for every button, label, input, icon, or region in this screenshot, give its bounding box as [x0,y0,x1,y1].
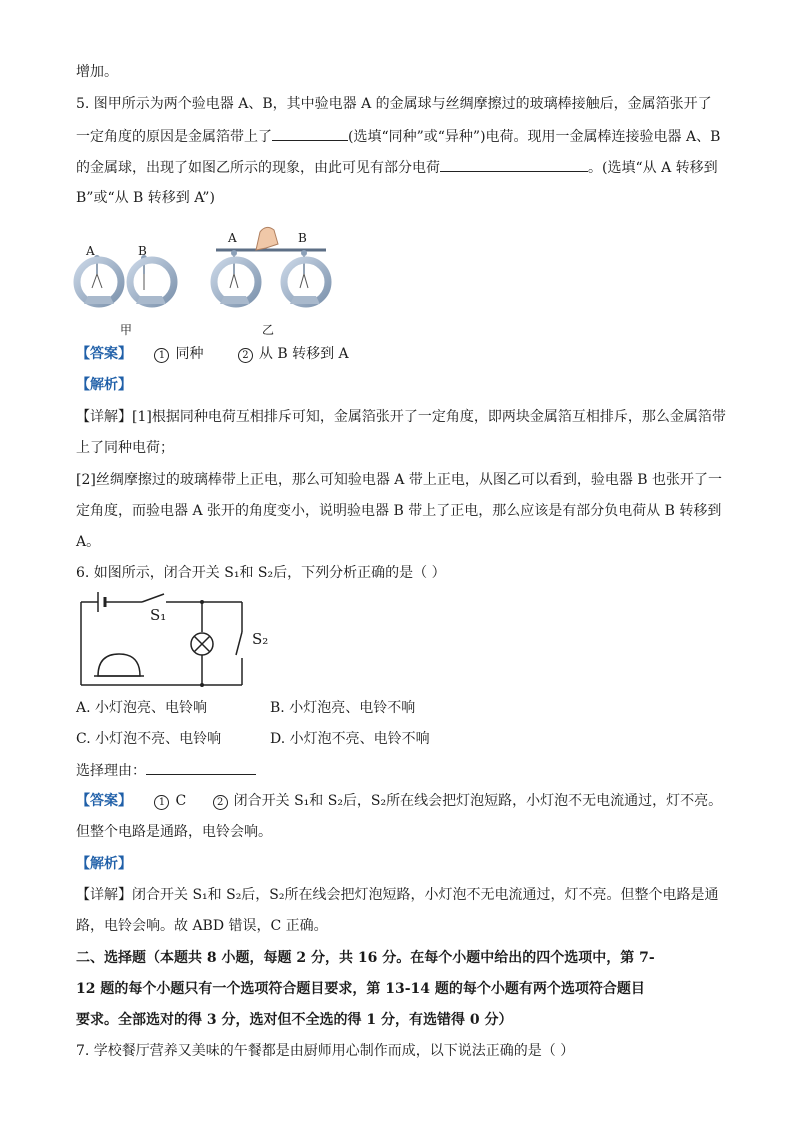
label-b-right: B [298,231,307,245]
question-5-stem: 5. 图甲所示为两个验电器 A、B，其中验电器 A 的金属球与丝绸摩擦过的玻璃棒接触后，金属箔张开了 [76,96,712,112]
figure-caption-jia: 甲 [120,323,133,337]
option-a[interactable]: A. 小灯泡亮、电铃响 [76,700,208,716]
analysis-tag: 【解析】 [76,377,132,393]
answer-continuation: 但整个电路是通路，电铃会响。 [76,824,272,840]
reason-label: 选择理由： [76,763,146,779]
answer-2: 从 B 转移到 A [258,346,349,362]
circled-number-2: 2 [238,348,253,363]
text-segment: 。(选填“从 A 转移到 [588,160,718,176]
detail-line: 上了同种电荷； [76,440,174,456]
reason-row [76,760,256,781]
option-d[interactable]: D. 小灯泡不亮、电铃不响 [270,731,430,747]
circled-number-1: 1 [154,795,169,810]
electroscope-b-left [130,255,174,304]
circuit-diagram [74,590,274,690]
text-line [76,157,718,178]
answer-tag: 【答案】 [76,793,132,809]
text-segment: 一定角度的原因是金属箔带上了 [76,129,272,145]
text-segment: (选填“同种”或“异种”)电荷。现用一金属棒连接验电器 A、B [348,129,721,145]
switch-s2-label: S₂ [252,630,269,648]
fill-blank-2[interactable] [440,157,588,172]
option-b[interactable]: B. 小灯泡亮、电铃不响 [270,700,416,716]
circled-number-1: 1 [154,348,169,363]
answer-tag: 【答案】 [76,346,132,362]
detail-line: [2]丝绸摩擦过的玻璃棒带上正电，那么可知验电器 A 带上正电，从图乙可以看到，验电器 B 也张开了一 [76,472,723,488]
answer-1: C [175,793,187,809]
answer-row [76,791,722,811]
section-heading: 12 题的每个小题只有一个选项符合题目要求，第 13-14 题的每个小题有两个选项符合题目 [76,981,645,997]
label-a-right: A [228,231,237,245]
circled-number-2: 2 [213,795,228,810]
answer-2: 闭合开关 S₁和 S₂后，S₂所在线会把灯泡短路，小灯泡不无电流通过，灯不亮。 [233,793,723,809]
detail-line: A。 [76,534,101,550]
text-segment: 的金属球，出现了如图乙所示的现象，由此可见有部分电荷 [76,160,440,176]
reason-blank[interactable] [146,760,256,775]
fill-blank-1[interactable] [272,126,348,141]
answer-row [76,344,349,364]
answer-1: 同种 [175,346,204,362]
text-line: B”或“从 B 转移到 A”) [76,190,215,206]
question-6-stem: 6. 如图所示，闭合开关 S₁和 S₂后，下列分析正确的是（ ） [76,565,446,581]
switch-s1-label: S₁ [150,606,167,624]
detail-line: 【详解】[1]根据同种电荷互相排斥可知，金属箔张开了一定角度，即两块金属箔互相排斥，那么金属箔带 [76,409,726,425]
question-7-stem: 7. 学校餐厅营养又美味的午餐都是由厨师用心制作而成，以下说法正确的是（ ） [76,1043,575,1059]
section-heading: 要求。全部选对的得 3 分，选对但不全选的得 1 分，有选错得 0 分） [76,1012,513,1028]
analysis-tag: 【解析】 [76,856,132,872]
detail-line: 定角度，而验电器 A 张开的角度变小，说明验电器 B 带上了正电，那么应该是有部分负电荷从 B 转移到 [76,503,722,519]
detail-line: 路，电铃会响。故 ABD 错误，C 正确。 [76,918,328,934]
label-b-left: B [138,244,147,258]
option-c[interactable]: C. 小灯泡不亮、电铃响 [76,731,222,747]
text-line: 增加。 [76,64,118,80]
text-line [76,126,720,147]
detail-line: 【详解】闭合开关 S₁和 S₂后，S₂所在线会把灯泡短路，小灯泡不无电流通过，灯不亮。但整个电路是通 [76,887,719,903]
section-heading: 二、选择题（本题共 8 小题，每题 2 分，共 16 分。在每个小题中给出的四个选项中，第 7- [76,950,655,966]
label-a-left: A [86,244,95,258]
electroscope-a-left [77,255,121,304]
figure-caption-yi: 乙 [262,323,275,337]
